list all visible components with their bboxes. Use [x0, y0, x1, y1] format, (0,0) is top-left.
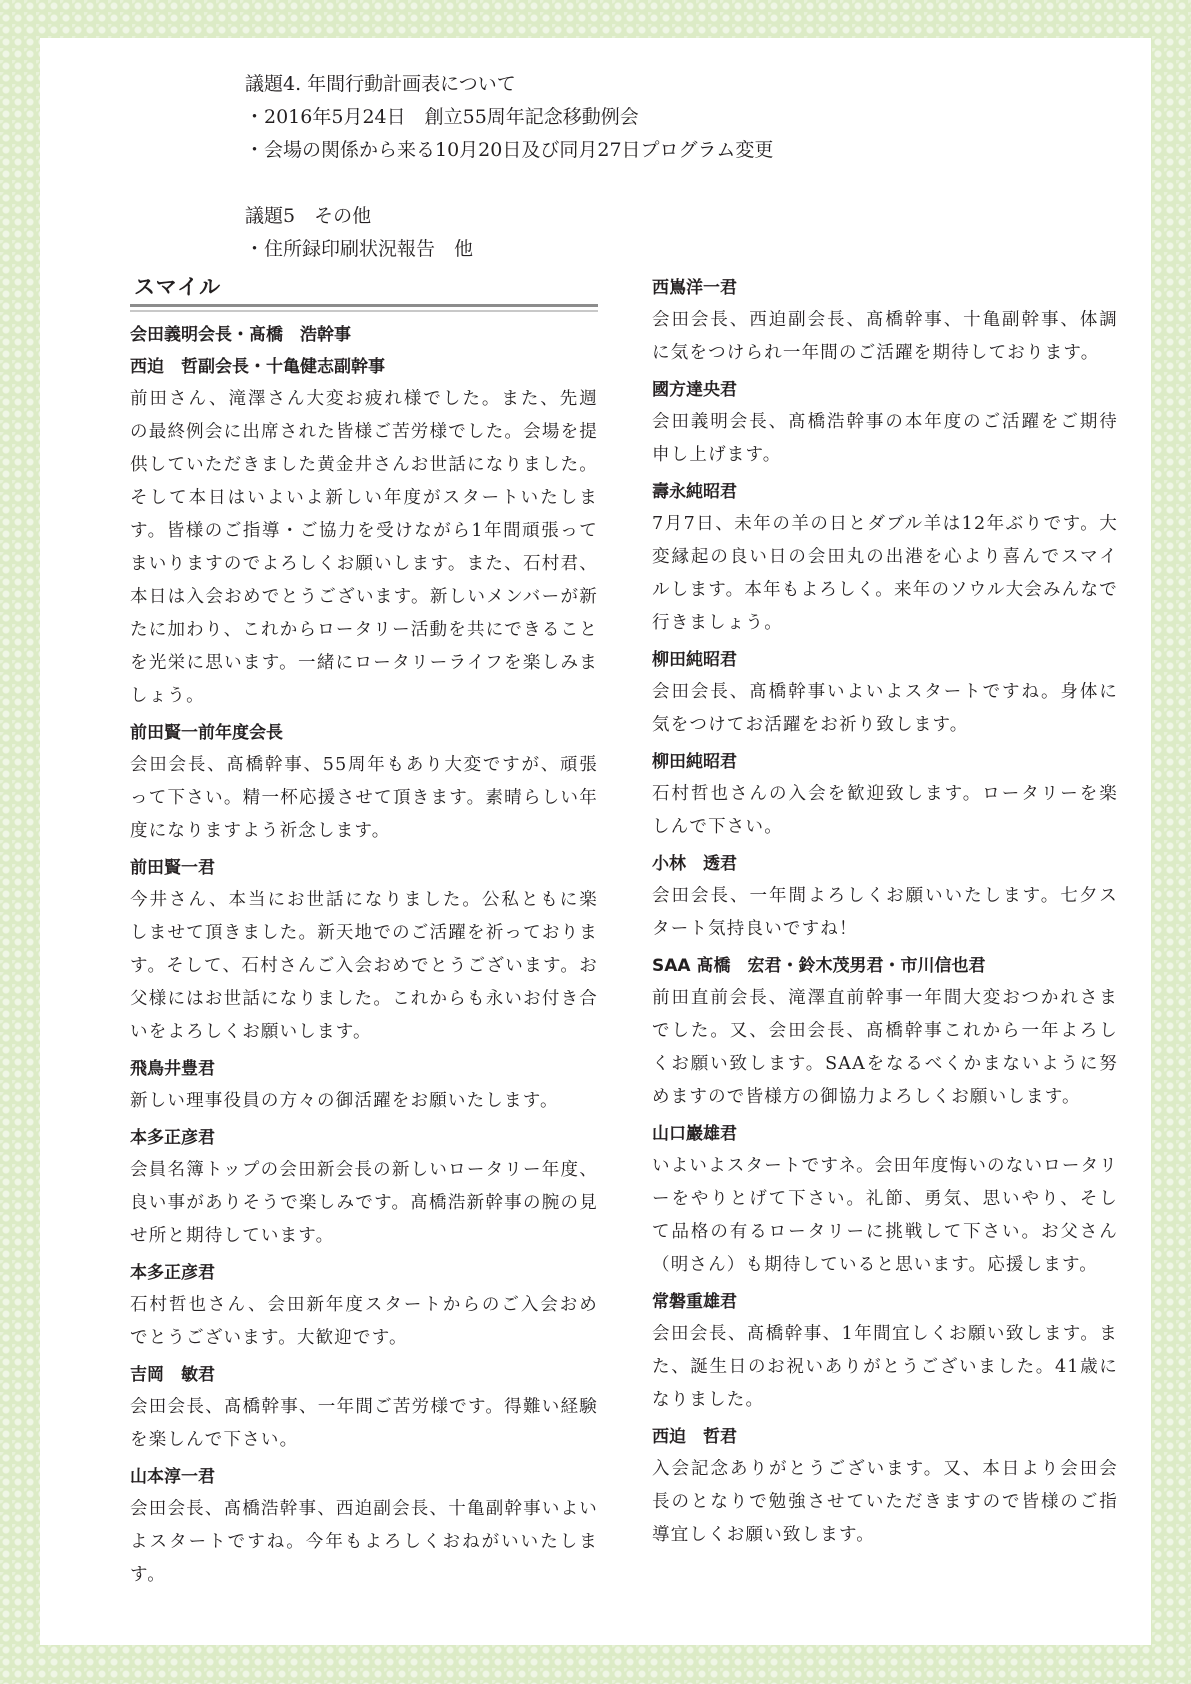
- entry-name: 山本淳一君: [130, 1467, 215, 1487]
- entry-message: 石村哲也さん、会田新年度スタートからのご入会おめでとうございます。大歓迎です。: [130, 1295, 598, 1348]
- agenda-line: 議題4. 年間行動計画表について: [245, 73, 516, 95]
- agenda-line: ・2016年5月24日 創立55周年記念移動例会: [245, 106, 639, 128]
- entry-name: 西迫 哲副会長・十亀健志副幹事: [130, 357, 385, 377]
- smile-entry: [130, 319, 598, 713]
- left-column: [130, 270, 598, 1596]
- entry-name: 柳田純昭君: [652, 650, 737, 670]
- right-column: [652, 272, 1118, 1556]
- smile-entry: [130, 1359, 598, 1457]
- agenda-line: [245, 167, 1045, 200]
- agenda-line: ・住所録印刷状況報告 他: [245, 238, 474, 260]
- entry-name: 本多正彦君: [130, 1263, 215, 1283]
- entry-message: 会田義明会長、髙橋浩幹事の本年度のご活躍をご期待申し上げます。: [652, 412, 1118, 465]
- entry-name: 西嶌洋一君: [652, 278, 737, 298]
- smile-entry: [130, 1122, 598, 1253]
- entry-message: 今井さん、本当にお世話になりました。公私ともに楽しませて頂きました。新天地でのご活躍を祈っております。そして、石村さんご入会おめでとうございます。お父様にはお世話になりました。これからも永いお付き合いをよろしくお願いします。: [130, 890, 598, 1042]
- section-title-smile: スマイル: [130, 270, 598, 307]
- smile-entry: [652, 848, 1118, 946]
- agenda-line: ・会場の関係から来る10月20日及び同月27日プログラム変更: [245, 139, 774, 161]
- entry-message: 新しい理事役員の方々の御活躍をお願いたします。: [130, 1091, 559, 1111]
- entry-name: 本多正彦君: [130, 1128, 215, 1148]
- entry-message: 会田会長、髙橋幹事、55周年もあり大変ですが、頑張って下さい。精一杯応援させて頂きます。素晴らしい年度になりますよう祈念します。: [130, 755, 598, 841]
- smile-entry: [130, 1053, 598, 1118]
- entry-name: 会田義明会長・髙橋 浩幹事: [130, 325, 351, 345]
- smile-entry: [130, 717, 598, 848]
- smile-entry: [652, 950, 1118, 1114]
- smile-entry: [130, 852, 598, 1049]
- smile-entry: [652, 374, 1118, 472]
- entry-name: 小林 透君: [652, 854, 737, 874]
- document-page: [40, 38, 1151, 1645]
- entry-message: いよいよスタートですネ。会田年度悔いのないロータリーをやりとげて下さい。礼節、勇気、思いやり、そして品格の有るロータリーに挑戦して下さい。お父さん（明さん）も期待していると思います。応援します。: [652, 1156, 1118, 1275]
- agenda-line: 議題5 その他: [245, 205, 372, 227]
- entry-name: 壽永純昭君: [652, 482, 737, 502]
- entry-name: 常磐重雄君: [652, 1292, 737, 1312]
- smile-entry: [652, 1118, 1118, 1282]
- entry-name: 國方達央君: [652, 380, 737, 400]
- smile-entry: [130, 1257, 598, 1355]
- smile-entry: [652, 272, 1118, 370]
- smile-entry: [652, 476, 1118, 640]
- entry-message: 石村哲也さんの入会を歓迎致します。ロータリーを楽しんで下さい。: [652, 784, 1118, 837]
- entry-message: 会田会長、髙橋幹事、一年間ご苦労様です。得難い経験を楽しんで下さい。: [130, 1397, 598, 1450]
- entry-message: 前田直前会長、滝澤直前幹事一年間大変おつかれさまでした。又、会田会長、髙橋幹事これから一年よろしくお願い致します。SAAをなるべくかまないように努めますので皆様方の御協力よろしくお願いします。: [652, 988, 1118, 1107]
- entry-name: SAA 髙橋 宏君・鈴木茂男君・市川信也君: [652, 956, 986, 976]
- entry-message: 会田会長、一年間よろしくお願いいたします。七夕スタート気持良いですね！: [652, 886, 1118, 939]
- entry-name: 柳田純昭君: [652, 752, 737, 772]
- entry-message: 入会記念ありがとうございます。又、本日より会田会長のとなりで勉強させていただきますので皆様のご指導宜しくお願い致します。: [652, 1459, 1118, 1545]
- entry-name: 吉岡 敏君: [130, 1365, 215, 1385]
- entry-message: 会田会長、髙橋浩幹事、西迫副会長、十亀副幹事いよいよスタートですね。今年もよろしくおねがいいたします。: [130, 1499, 598, 1585]
- entry-name: 前田賢一前年度会長: [130, 723, 283, 743]
- entry-name: 飛鳥井豊君: [130, 1059, 215, 1079]
- smile-entry: [652, 1286, 1118, 1417]
- smile-entry: [652, 1421, 1118, 1552]
- entry-name: 前田賢一君: [130, 858, 215, 878]
- entry-name: 山口巖雄君: [652, 1124, 737, 1144]
- entry-name: 西迫 哲君: [652, 1427, 737, 1447]
- entry-message: 前田さん、滝澤さん大変お疲れ様でした。また、先週の最終例会に出席された皆様ご苦労様でした。会場を提供していただきました黄金井さんお世話になりました。そして本日はいよいよ新しい年度がスタートいたします。皆様のご指導・ご協力を受けながら1年間頑張ってまいりますのでよろしくお願いします。また、石村君、本日は入会おめでとうございます。新しいメンバーが新たに加わり、これからロータリー活動を共にできることを光栄に思います。一緒にロータリーライフを楽しみましょう。: [130, 389, 598, 706]
- entry-message: 会員名簿トップの会田新会長の新しいロータリー年度、良い事がありそうで楽しみです。髙橋浩新幹事の腕の見せ所と期待しています。: [130, 1160, 598, 1246]
- smile-entry: [130, 1461, 598, 1592]
- smile-entry: [652, 746, 1118, 844]
- entry-message: 会田会長、髙橋幹事、1年間宜しくお願い致します。また、誕生日のお祝いありがとうございました。41歳になりました。: [652, 1324, 1118, 1410]
- agenda-block: [245, 68, 1045, 266]
- entry-message: 会田会長、西迫副会長、髙橋幹事、十亀副幹事、体調に気をつけられ一年間のご活躍を期待しております。: [652, 310, 1118, 363]
- smile-entry: [652, 644, 1118, 742]
- entry-message: 会田会長、髙橋幹事いよいよスタートですね。身体に気をつけてお活躍をお祈り致します。: [652, 682, 1118, 735]
- entry-message: 7月7日、未年の羊の日とダブル羊は12年ぶりです。大変縁起の良い日の会田丸の出港を心より喜んでスマイルします。本年もよろしく。来年のソウル大会みんなで行きましょう。: [652, 514, 1118, 633]
